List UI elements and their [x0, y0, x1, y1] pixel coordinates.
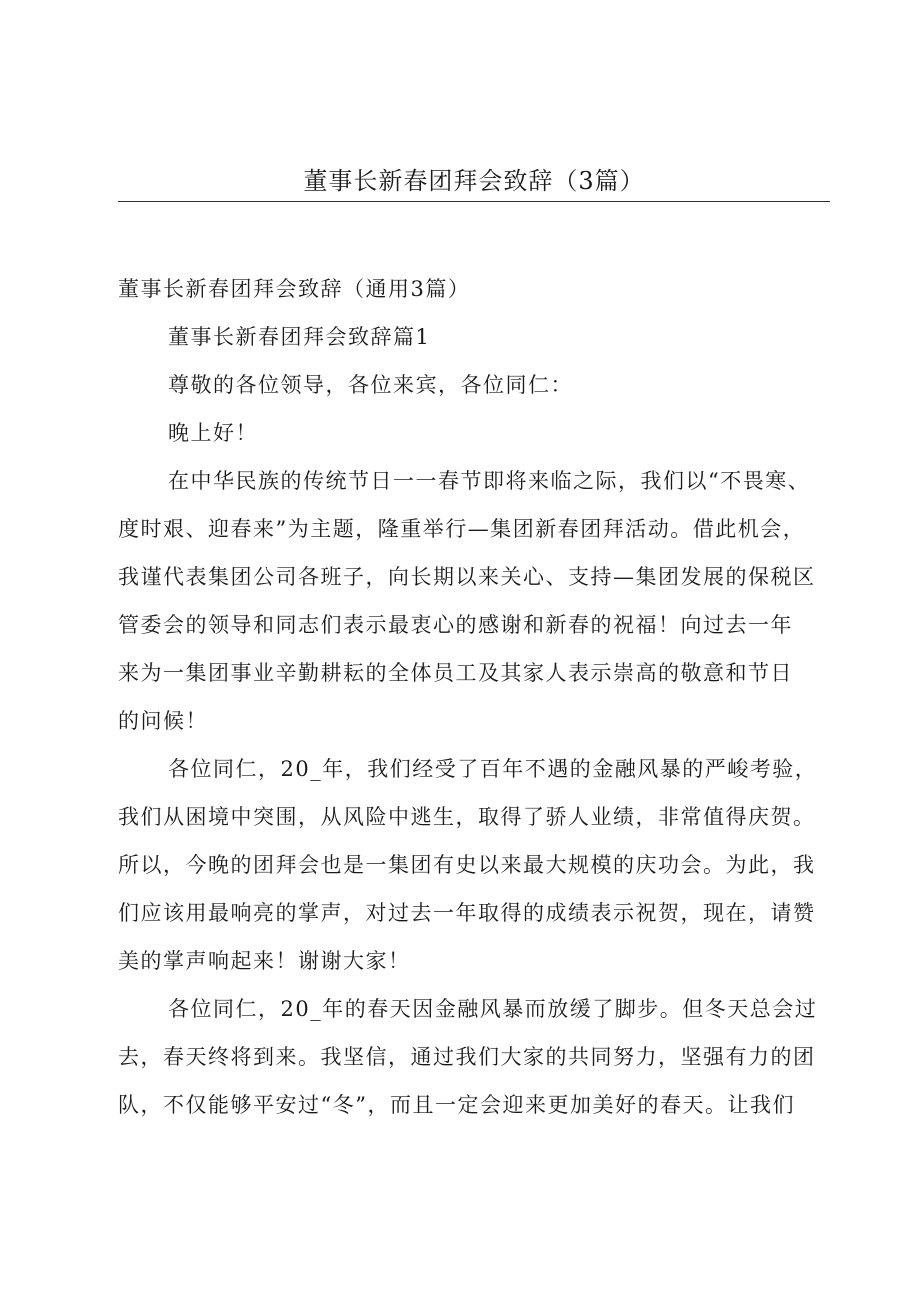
- paragraph-line: 队，不仅能够平安过“冬”，而且一定会迎来更加美好的春天。让我们: [118, 1093, 795, 1117]
- greeting-line: 晚上好！: [168, 421, 258, 445]
- paragraph-line: 各位同仁，20_年的春天因金融风暴而放缓了脚步。但冬天总会过: [168, 997, 818, 1021]
- title-underline: [118, 201, 830, 202]
- paragraph-line: 所以，今晚的团拜会也是一集团有史以来最大规模的庆功会。为此，我: [118, 853, 816, 877]
- paragraph-line: 管委会的领导和同志们表示最衷心的感谢和新春的祝福！向过去一年: [118, 613, 793, 637]
- paragraph-line: 来为一集团事业辛勤耕耘的全体员工及其家人表示崇高的敬意和节日: [118, 661, 793, 685]
- paragraph-line: 度时艰、迎春来”为主题，隆重举行—集团新春团拜活动。借此机会，: [118, 517, 806, 541]
- paragraph-line: 我谨代表集团公司各班子，向长期以来关心、支持—集团发展的保税区: [118, 565, 816, 589]
- salutation-line: 尊敬的各位领导，各位来宾，各位同仁：: [168, 373, 573, 397]
- heading-line: 董事长新春团拜会致辞（通用3篇）: [118, 277, 471, 301]
- document-title: 董事长新春团拜会致辞（3篇）: [303, 167, 645, 195]
- paragraph-line: 各位同仁，20_年，我们经受了百年不遇的金融风暴的严峻考验，: [168, 757, 818, 781]
- paragraph-line: 的问候！: [118, 709, 208, 733]
- paragraph-line: 在中华民族的传统节日一一春节即将来临之际，我们以“不畏寒、: [168, 469, 811, 493]
- paragraph-line: 去，春天终将到来。我坚信，通过我们大家的共同努力，坚强有力的团: [118, 1045, 816, 1069]
- section-heading: 董事长新春团拜会致辞篇1: [168, 325, 431, 349]
- paragraph-line: 我们从困境中突围，从风险中逃生，取得了骄人业绩，非常值得庆贺。: [118, 805, 816, 829]
- document-body: [118, 270, 834, 1124]
- paragraph-line: 们应该用最响亮的掌声，对过去一年取得的成绩表示祝贺，现在，请赞: [118, 901, 816, 925]
- paragraph-line: 美的掌声响起来！谢谢大家！: [118, 949, 411, 973]
